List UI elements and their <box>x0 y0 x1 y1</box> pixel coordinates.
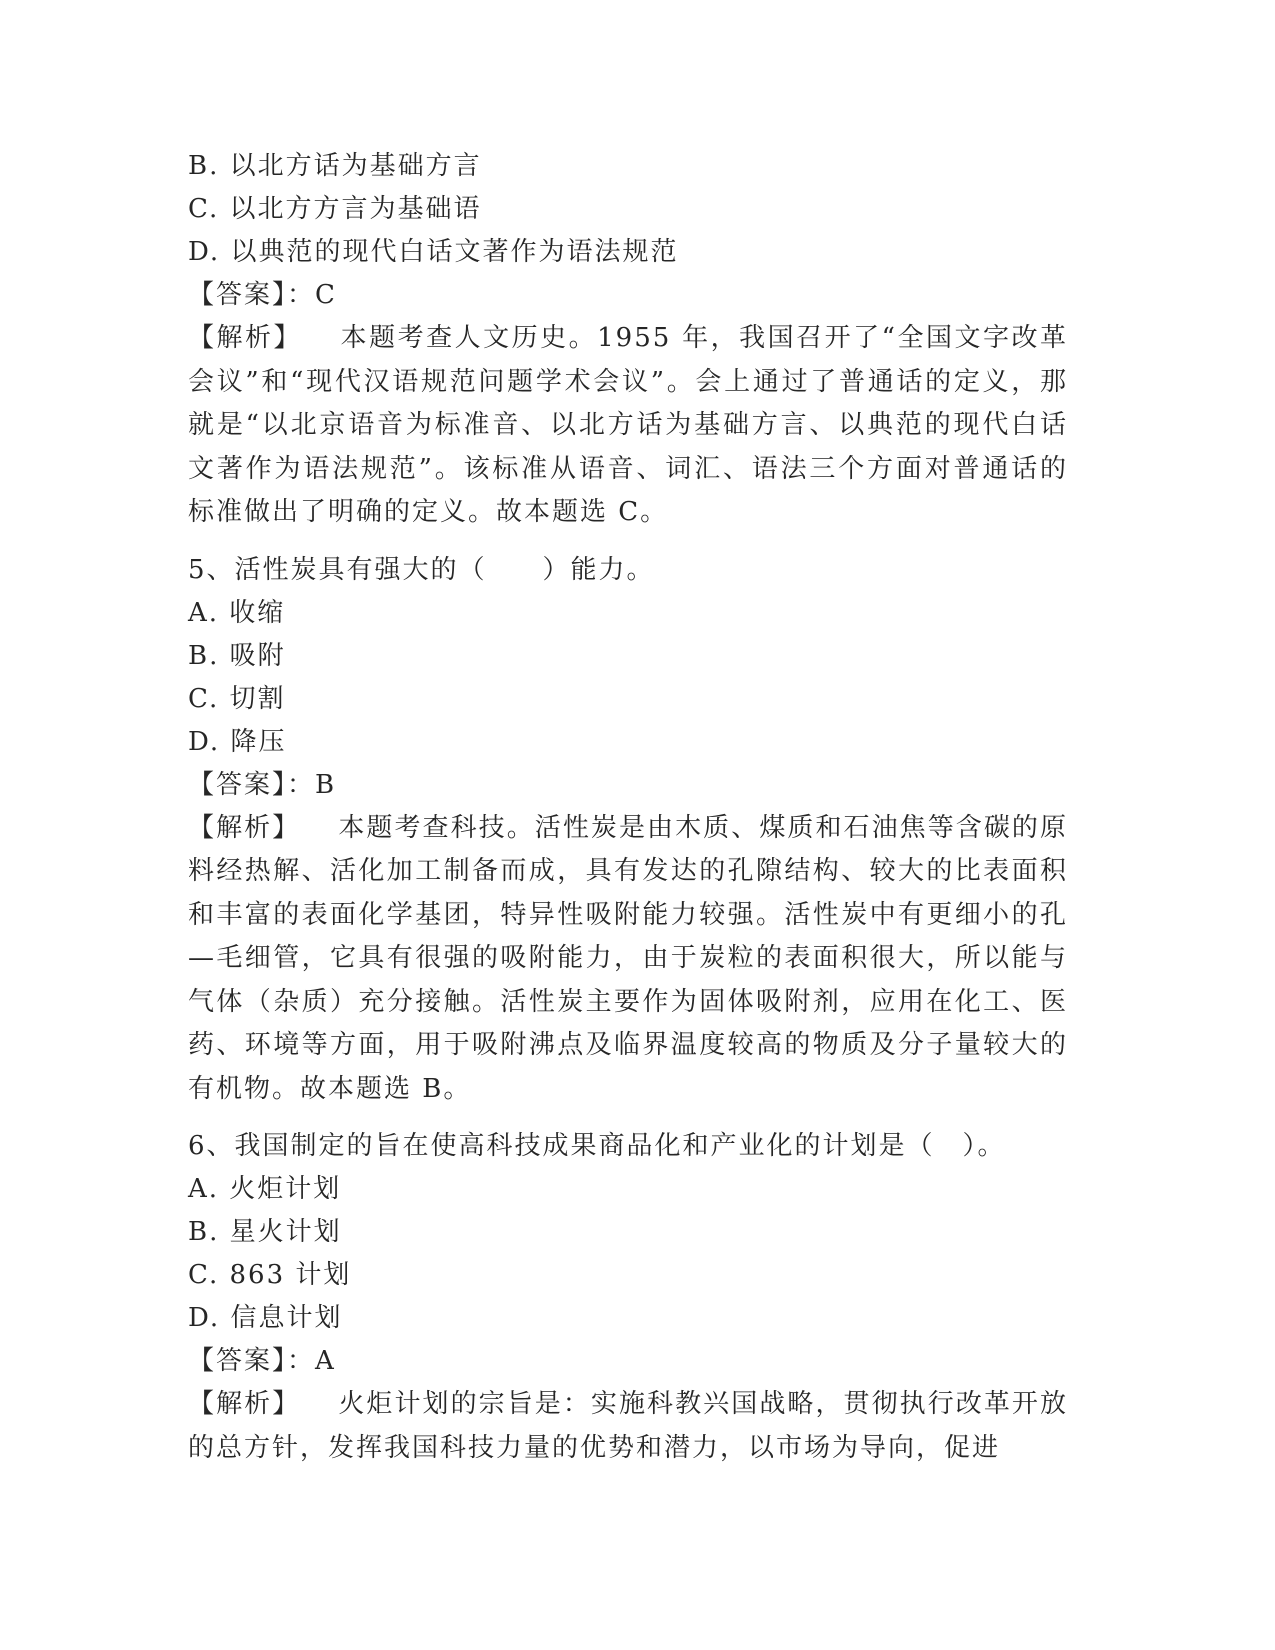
q5-answer <box>188 764 1068 807</box>
q5-option-a: A. 收缩 <box>188 597 286 628</box>
q4-option-d: D. 以典范的现代白话文著作为语法规范 <box>188 237 679 267</box>
q6-stem: 6、我国制定的旨在使高科技成果商品化和产业化的计划是（ ）。 <box>188 1131 1006 1161</box>
q6-option-d: D. 信息计划 <box>188 1303 343 1333</box>
q6-answer-value: ：A <box>287 1346 336 1376</box>
q5-answer-value: ：B <box>287 769 337 800</box>
q5-stem: 5、活性炭具有强大的（ ）能力。 <box>188 554 655 585</box>
q6-explanation-text: 火炬计划的宗旨是：实施科教兴国战略，贯彻执行改革开放的总方针，发挥我国科技力量的优势和潜力，以市场为导向，促进 <box>188 1389 1068 1463</box>
q6-answer <box>188 1340 1068 1383</box>
q6-option-a: A. 火炬计划 <box>188 1174 342 1204</box>
q5-option-b: B. 吸附 <box>188 640 286 671</box>
q4-answer-label: 【答案】 <box>188 280 288 310</box>
q5-explanation-label: 【解析】 <box>188 812 301 843</box>
q5-explanation <box>188 807 1068 1112</box>
q4-answer <box>188 274 1068 317</box>
q4-explanation-text: 本题考查人文历史。1955 年，我国召开了“全国文字改革会议”和“现代汉语规范问题学术会议”。会上通过了普通话的定义，那就是“以北京语音为标准音、以北方话为基础方言、以典范的现代白话文著作为语法规范”。该标准从语音、词汇、语法三个方面对普通话的标准做出了明确的定义。故本题选 C。 <box>188 323 1068 527</box>
q6-option-c: C. 863 计划 <box>188 1260 352 1290</box>
q5-option-c: C. 切割 <box>188 683 286 714</box>
q4-explanation-label: 【解析】 <box>188 323 303 353</box>
q6-explanation-label: 【解析】 <box>188 1389 301 1419</box>
q4-option-c: C. 以北方方言为基础语 <box>188 194 482 224</box>
q4-option-b: B. 以北方话为基础方言 <box>188 151 482 181</box>
q4-answer-value: ：C <box>287 280 337 310</box>
q6-option-b: B. 星火计划 <box>188 1217 342 1247</box>
document-content <box>188 145 1068 1470</box>
q5-answer-label: 【答案】 <box>188 769 288 800</box>
q4-explanation <box>188 317 1068 535</box>
q5-option-d: D. 降压 <box>188 726 287 757</box>
q6-answer-label: 【答案】 <box>188 1346 288 1376</box>
q6-explanation <box>188 1383 1068 1470</box>
q5-explanation-text: 本题考查科技。活性炭是由木质、煤质和石油焦等含碳的原料经热解、活化加工制备而成，具有发达的孔隙结构、较大的比表面积和丰富的表面化学基团，特异性吸附能力较强。活性炭中有更细小的孔—毛细管，它具有很强的吸附能力，由于炭粒的表面积很大，所以能与气体（杂质）充分接触。活性炭主要作为固体吸附剂，应用在化工、医药、环境等方面，用于吸附沸点及临界温度较高的物质及分子量较大的有机物。故本题选 B。 <box>188 812 1068 1104</box>
